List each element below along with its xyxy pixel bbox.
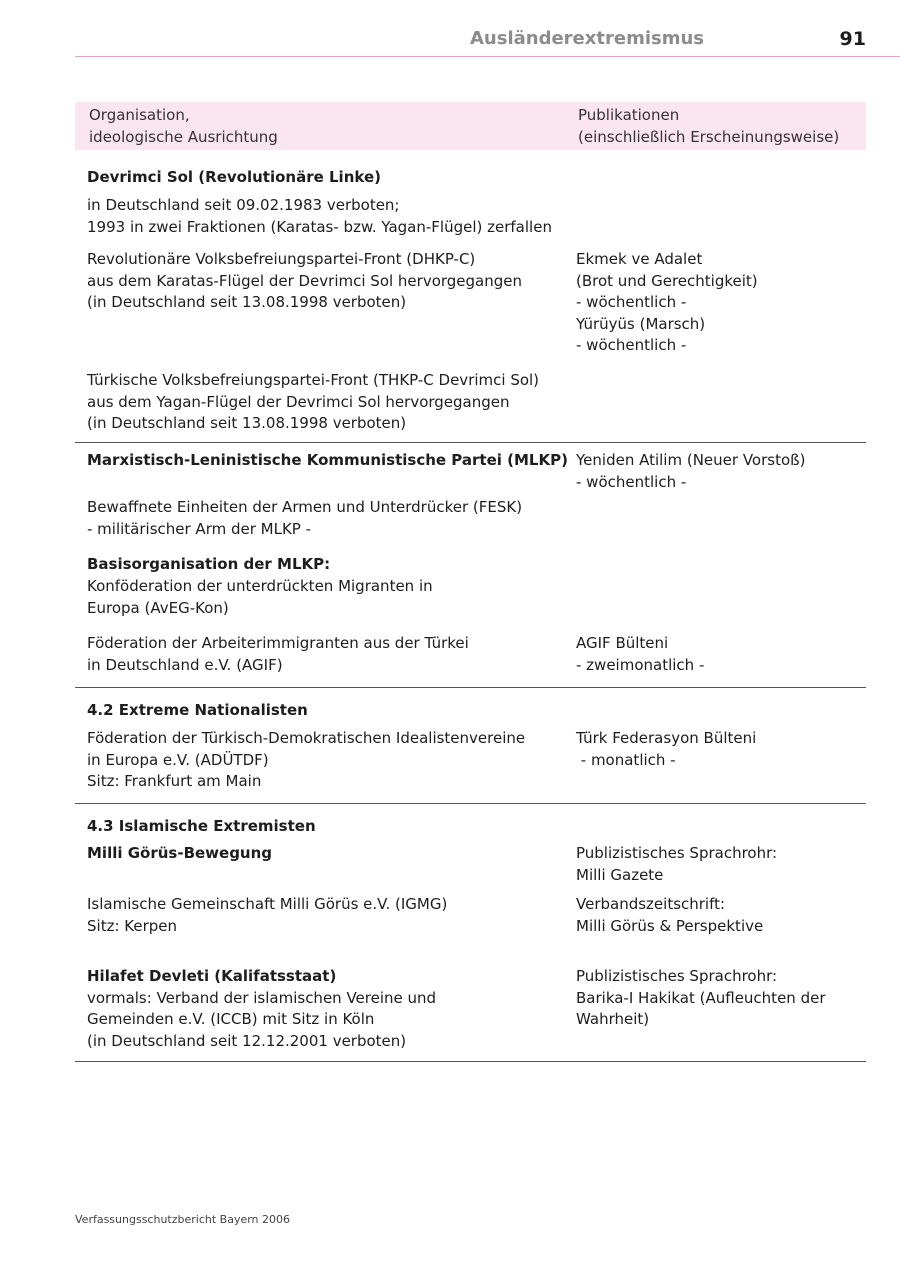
section-divider [75,1061,866,1062]
text-line: (in Deutschland seit 12.12.2001 verboten) [87,1031,407,1050]
column-header-line: Publikationen [578,106,680,124]
org-aveg-kon [87,576,433,619]
section-divider [75,803,866,804]
text-line: Barika-I Hakikat (Aufleuchten der [576,988,826,1007]
org-fesk [87,497,522,540]
text-line: Bewaffnete Einheiten der Armen und Unterdrücker (FESK) [87,498,523,516]
text-line: vormals: Verband der islamischen Vereine und [87,988,437,1007]
milli-goerues-title: Milli Görüs-Bewegung [87,844,273,862]
text-line: Türk Federasyon Bülteni [576,729,757,747]
text-line: Yeniden Atilim (Neuer Vorstoß) [576,451,806,469]
text-line: (in Deutschland seit 13.08.1998 verboten) [87,293,407,311]
publications-adutdf [576,728,756,771]
text-line: - monatlich - [576,750,676,769]
org-adutdf [87,728,525,793]
publications-hilafet [576,966,826,1031]
section-title-islamische-extremisten: 4.3 Islamische Extremisten [87,817,316,835]
column-header-line: ideologische Ausrichtung [89,127,278,146]
text-line: aus dem Yagan-Flügel der Devrimci Sol hervorgegangen [87,392,510,411]
text-line: (Brot und Gerechtigkeit) [576,271,758,290]
column-header-organisation [89,105,278,148]
basis-title: Basisorganisation der MLKP: [87,555,331,573]
text-line: Milli Gazete [576,865,664,884]
text-line: Islamische Gemeinschaft Milli Görüs e.V. (IGMG) [87,895,448,913]
text-line: - wöchentlich - [576,472,687,491]
page-number: 91 [839,28,866,50]
text-line: 1993 in zwei Fraktionen (Karatas- bzw. Yagan-Flügel) zerfallen [87,217,552,236]
publications-mlkp [576,450,805,493]
text-line: Verbandszeitschrift: [576,895,726,913]
publications-dhkpc [576,249,758,357]
text-line: - wöchentlich - [576,336,687,354]
devrimci-sol-intro [87,195,552,238]
org-thkpc [87,370,539,435]
text-line: - zweimonatlich - [576,655,705,674]
text-line: in Europa e.V. (ADÜTDF) [87,750,269,769]
text-line: - militärischer Arm der MLKP - [87,519,312,538]
text-line: Gemeinden e.V. (ICCB) mit Sitz in Köln [87,1010,375,1028]
text-line: Ekmek ve Adalet [576,250,703,268]
section-divider [75,687,866,688]
section-divider [75,442,866,443]
column-header-publications [578,105,839,148]
text-line: Wahrheit) [576,1010,650,1028]
text-line: Föderation der Arbeiterimmigranten aus der Türkei [87,634,469,652]
text-line: Publizistisches Sprachrohr: [576,844,778,862]
page-footer: Verfassungsschutzbericht Bayern 2006 [75,1213,291,1226]
text-line: Türkische Volksbefreiungspartei-Front (THKP-C Devrimci Sol) [87,371,540,389]
section-title-mlkp: Marxistisch-Leninistische Kommunistische Partei (MLKP) [87,451,568,469]
text-line: (in Deutschland seit 13.08.1998 verboten) [87,414,407,432]
column-header-line: Organisation, [89,106,190,124]
text-line: Milli Görüs & Perspektive [576,916,764,935]
publications-agif [576,633,704,676]
text-line: Publizistisches Sprachrohr: [576,967,778,985]
org-hilafet [87,988,436,1053]
text-line: - wöchentlich - [576,293,687,311]
text-line: in Deutschland e.V. (AGIF) [87,655,283,674]
text-line: Konföderation der unterdrückten Migranten in [87,577,433,595]
text-line: Europa (AvEG-Kon) [87,598,229,617]
text-line: Yürüyüs (Marsch) [576,314,706,333]
org-dhkpc [87,249,522,314]
publications-milli-goerues [576,843,777,886]
section-title-nationalisten: 4.2 Extreme Nationalisten [87,701,308,719]
publications-igmg [576,894,763,937]
org-igmg [87,894,447,937]
text-line: Sitz: Frankfurt am Main [87,772,262,790]
header-rule [75,56,900,57]
text-line: Föderation der Türkisch-Demokratischen Idealistenvereine [87,729,526,747]
section-title-devrimci-sol: Devrimci Sol (Revolutionäre Linke) [87,168,381,186]
table-column-header [75,102,866,150]
text-line: Revolutionäre Volksbefreiungspartei-Front (DHKP-C) [87,250,476,268]
column-header-line: (einschließlich Erscheinungsweise) [578,127,840,146]
hilafet-title: Hilafet Devleti (Kalifatsstaat) [87,967,337,985]
text-line: aus dem Karatas-Flügel der Devrimci Sol hervorgegangen [87,271,523,290]
text-line: Sitz: Kerpen [87,916,178,935]
org-agif [87,633,469,676]
text-line: AGIF Bülteni [576,634,669,652]
running-header-title: Ausländerextremismus [470,28,704,49]
text-line: in Deutschland seit 09.02.1983 verboten; [87,196,400,214]
